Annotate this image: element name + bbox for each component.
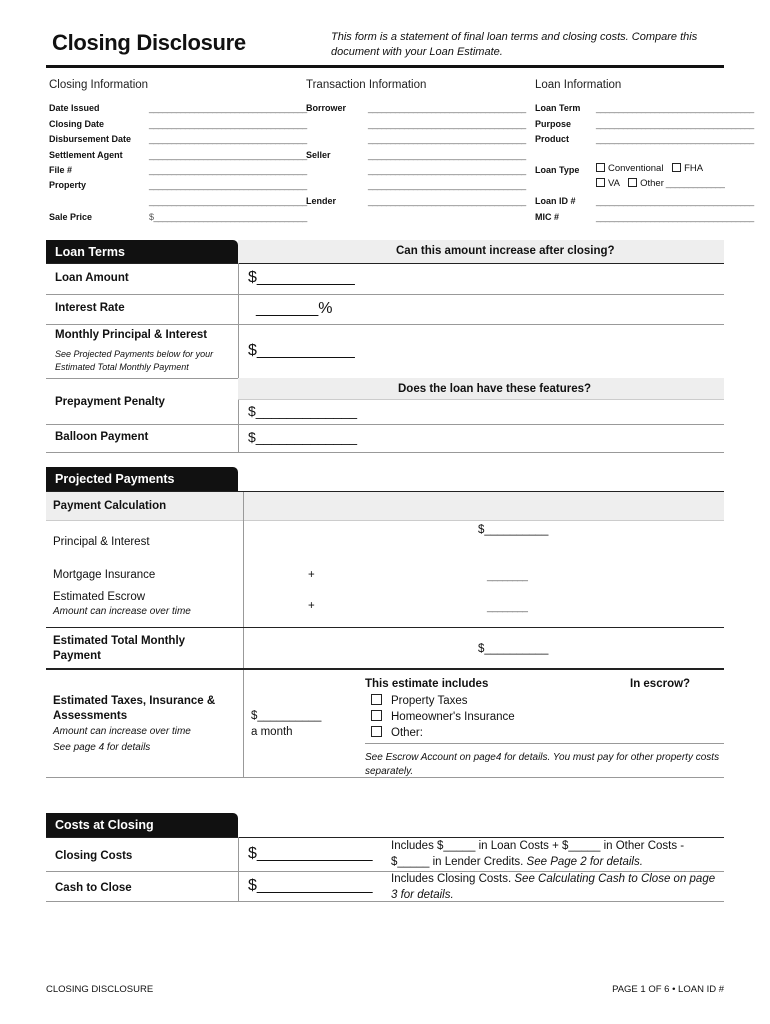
row-rule — [46, 777, 724, 778]
borrower-field[interactable]: ___________________________________ — [368, 103, 526, 113]
in-escrow-label: In escrow? — [630, 678, 691, 690]
loan-type-row-1 — [596, 163, 703, 174]
other-label: Other — [640, 178, 664, 189]
monthly-pi-label: Monthly Principal & Interest — [55, 329, 208, 341]
other-item: Other: — [371, 726, 423, 739]
borrower-field-3[interactable]: ___________________________________ — [368, 134, 526, 144]
loan-id-field[interactable]: ___________________________________ — [596, 196, 754, 206]
escrow-footnote: See Escrow Account on page4 for details. You must pay for other property costs separately. — [365, 752, 720, 777]
footer-left: CLOSING DISCLOSURE — [46, 984, 154, 995]
seller-label: Seller — [306, 150, 331, 160]
homeowners-insurance-checkbox[interactable] — [371, 710, 382, 721]
prepayment-value[interactable]: $_____________ — [248, 403, 358, 419]
settlement-agent-field[interactable]: ___________________________________ — [149, 150, 307, 160]
cash-to-close-description: Includes Closing Costs. See Calculating Cash to Close on page 3 for details. — [391, 873, 716, 901]
settlement-agent-label: Settlement Agent — [49, 150, 123, 160]
taxes-note-1: Amount can increase over time — [53, 726, 191, 737]
product-label: Product — [535, 134, 570, 144]
other-checkbox[interactable] — [628, 178, 637, 187]
fha-checkbox[interactable] — [672, 163, 681, 172]
mic-label: MIC # — [535, 212, 560, 222]
taxes-label: Estimated Taxes, Insurance & Assessments — [53, 695, 216, 722]
monthly-pi-note: See Projected Payments below for your Estimated Total Monthly Payment — [55, 349, 214, 372]
payment-calc-label: Payment Calculation — [53, 500, 167, 512]
loan-type-row-2 — [596, 178, 724, 189]
disbursement-date-field[interactable]: ___________________________________ — [149, 134, 307, 144]
loan-info-heading: Loan Information — [535, 79, 622, 91]
loan-term-label: Loan Term — [535, 103, 581, 113]
borrower-label: Borrower — [306, 103, 347, 113]
loan-amount-label: Loan Amount — [55, 272, 129, 284]
interest-rate-value[interactable]: _______% — [256, 300, 333, 317]
transaction-info-heading: Transaction Information — [306, 79, 427, 91]
file-number-field[interactable]: ___________________________________ — [149, 165, 307, 175]
mortgage-insurance-value[interactable]: ________ — [487, 571, 528, 582]
taxes-note-2: See page 4 for details — [53, 742, 151, 753]
homeowners-insurance-item: Homeowner's Insurance — [371, 710, 515, 723]
monthly-pi-value[interactable]: $___________ — [248, 342, 355, 359]
closing-costs-value[interactable]: $_____________ — [248, 845, 373, 862]
property-field[interactable]: ___________________________________ — [149, 180, 307, 190]
closing-date-label: Closing Date — [49, 119, 105, 129]
intro-text: This form is a statement of final loan terms and closing costs. Compare this document with your Loan Estimate. — [331, 31, 698, 58]
row-rule — [46, 452, 724, 453]
total-payment-value[interactable]: $__________ — [478, 643, 549, 655]
row-rule — [46, 668, 724, 670]
date-issued-label: Date Issued — [49, 103, 100, 113]
other-item-checkbox[interactable] — [371, 726, 382, 737]
purpose-field[interactable]: ___________________________________ — [596, 119, 754, 129]
taxes-value[interactable]: $__________ — [251, 710, 322, 722]
cash-to-close-label: Cash to Close — [55, 882, 132, 894]
loan-amount-value[interactable]: $___________ — [248, 269, 355, 286]
loan-terms-top-rule — [46, 263, 724, 264]
costs-at-closing-heading: Costs at Closing — [46, 813, 238, 838]
date-issued-field[interactable]: ___________________________________ — [149, 103, 307, 113]
escrow-note: Amount can increase over time — [53, 606, 191, 617]
plus-sign: + — [308, 600, 315, 612]
property-taxes-item: Property Taxes — [371, 694, 468, 707]
sale-price-field[interactable]: $__________________________________ — [149, 212, 307, 222]
header-rule — [46, 65, 724, 68]
property-label: Property — [49, 180, 87, 190]
balloon-label: Balloon Payment — [55, 431, 149, 443]
projected-divider — [243, 492, 244, 777]
va-label: VA — [608, 178, 620, 189]
plus-sign: + — [308, 569, 315, 581]
closing-costs-description: Includes $_____ in Loan Costs + $_____ in Other Costs - $_____ in Lender Credits. See Page 2 for details. — [391, 840, 685, 868]
property-field-2[interactable]: ___________________________________ — [149, 196, 307, 206]
borrower-field-2[interactable]: ___________________________________ — [368, 119, 526, 129]
row-rule — [365, 743, 724, 744]
balloon-value[interactable]: $_____________ — [248, 429, 358, 445]
lender-label: Lender — [306, 196, 337, 206]
other-field[interactable]: _____________ — [663, 178, 725, 188]
principal-label: Principal & Interest — [53, 536, 150, 548]
seller-field-2[interactable]: ___________________________________ — [368, 165, 526, 175]
product-field[interactable]: ___________________________________ — [596, 134, 754, 144]
loan-type-label: Loan Type — [535, 165, 580, 175]
loan-terms-heading: Loan Terms — [46, 240, 238, 264]
total-payment-label: Estimated Total Monthly Payment — [53, 635, 186, 662]
sale-price-label: Sale Price — [49, 212, 93, 222]
closing-costs-label: Closing Costs — [55, 850, 133, 862]
file-number-label: File # — [49, 165, 73, 175]
escrow-value[interactable]: ________ — [487, 602, 528, 613]
row-rule — [46, 627, 724, 628]
row-rule — [46, 901, 724, 902]
mic-field[interactable]: ___________________________________ — [596, 212, 754, 222]
projected-payments-heading: Projected Payments — [46, 467, 238, 492]
disbursement-date-label: Disbursement Date — [49, 134, 132, 144]
lender-field[interactable]: ___________________________________ — [368, 196, 526, 206]
fha-label: FHA — [684, 163, 704, 174]
closing-info-heading: Closing Information — [49, 79, 149, 91]
conventional-label: Conventional — [608, 163, 664, 174]
mortgage-insurance-label: Mortgage Insurance — [53, 569, 156, 581]
costs-divider — [238, 837, 239, 901]
purpose-label: Purpose — [535, 119, 572, 129]
increase-question: Can this amount increase after closing? — [396, 245, 615, 257]
prepayment-label: Prepayment Penalty — [55, 396, 165, 408]
footer-page-number: PAGE 1 OF 6 • LOAN ID # — [612, 984, 724, 995]
loan-id-label: Loan ID # — [535, 196, 576, 206]
cash-to-close-value[interactable]: $_____________ — [248, 877, 373, 894]
a-month-label: a month — [251, 726, 293, 738]
costs-top-rule — [46, 837, 724, 838]
conventional-checkbox[interactable] — [596, 163, 605, 172]
va-checkbox[interactable] — [596, 178, 605, 187]
closing-date-field[interactable]: ___________________________________ — [149, 119, 307, 129]
seller-field-3[interactable]: ___________________________________ — [368, 180, 526, 190]
page-title: Closing Disclosure — [52, 30, 246, 55]
estimate-includes-label: This estimate includes — [365, 678, 489, 690]
principal-value[interactable]: $__________ — [478, 524, 549, 536]
loan-term-field[interactable]: ___________________________________ — [596, 103, 754, 113]
row-rule — [46, 294, 724, 295]
escrow-label: Estimated Escrow — [53, 591, 146, 603]
interest-rate-label: Interest Rate — [55, 302, 125, 314]
features-question: Does the loan have these features? — [398, 383, 592, 395]
row-rule — [46, 324, 724, 325]
row-rule — [46, 424, 724, 425]
property-taxes-checkbox[interactable] — [371, 694, 382, 705]
seller-field[interactable]: ___________________________________ — [368, 150, 526, 160]
